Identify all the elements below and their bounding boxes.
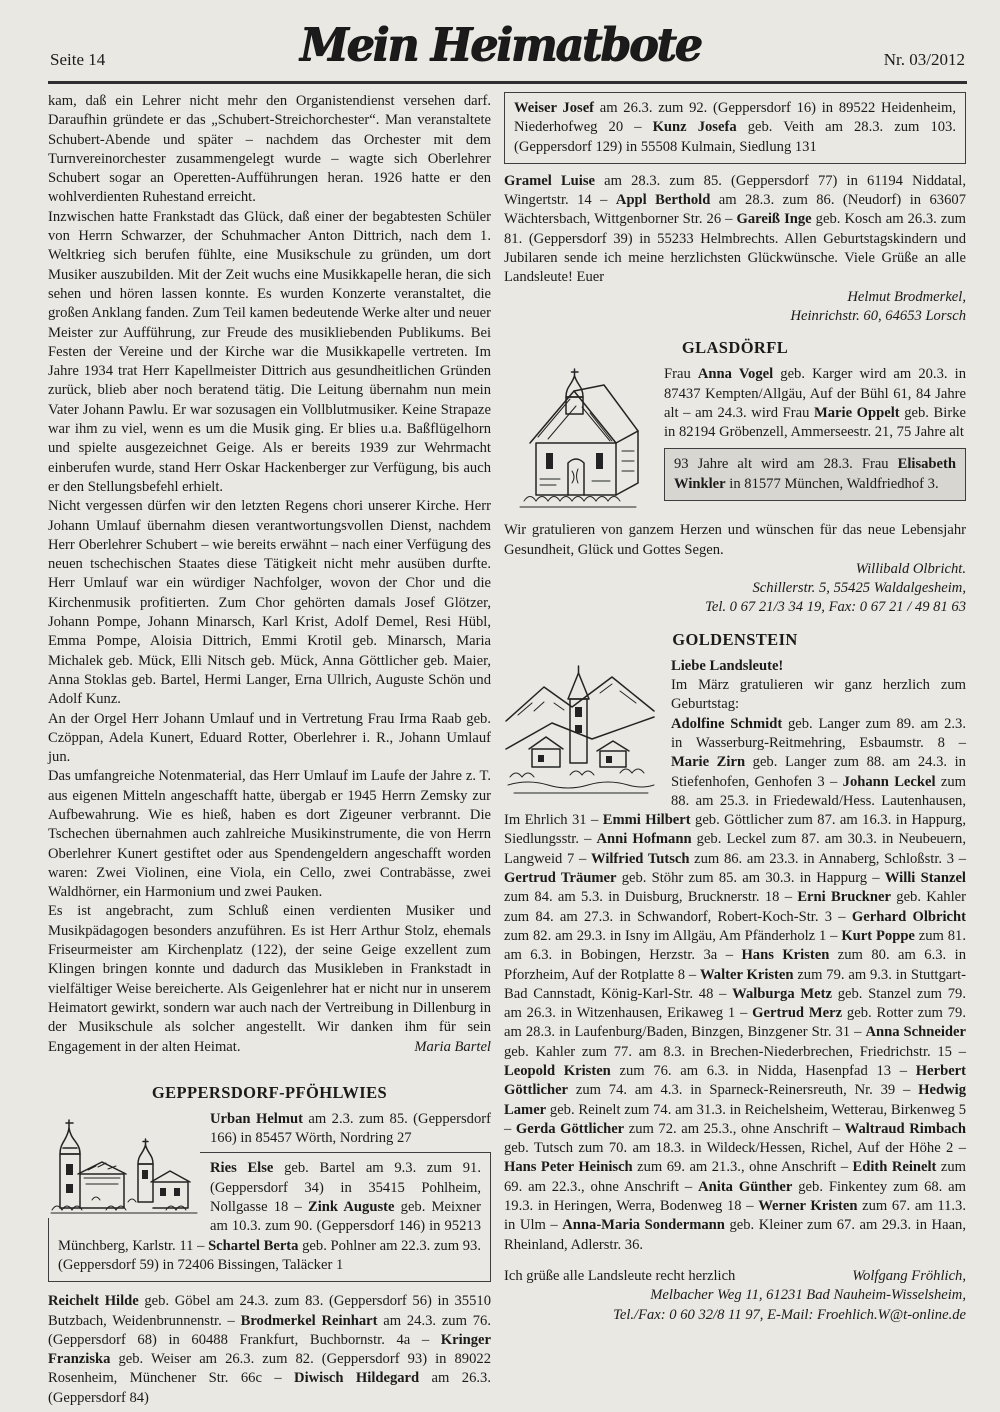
header-divider <box>48 81 967 84</box>
page-number: Seite 14 <box>50 50 106 69</box>
section-heading: GLASDÖRFL <box>681 338 789 358</box>
birthday-entries: Gramel Luise am 28.3. zum 85. (Geppersdorf 77) in 61194 Niddatal, Wingertstr. 14 – Appl Berthold am 28.3. zum 86. (Neudorf) in 63607 Wächtersbach, Wittgenborner Str. 26 – Gareiß Inge geb. Kosch am 26.3. zum 81. (Geppersdorf 39) in 55233 Helmbrechts. Allen Geburtstagskindern und Jubilaren sende ich meine herzlichsten Glückwünsche. Viele Grüße an alle Landsleute! Euer <box>504 172 967 286</box>
article-final-paragraph <box>48 902 491 1056</box>
author-signature: Maria Bartel <box>414 1038 491 1055</box>
signature-name: Wolfgang Fröhlich, <box>852 1267 966 1284</box>
article-paragraph: Das umfangreiche Notenmaterial, das Herr Umlauf im Laufe der Jahre z. T. aus eigenen Mitteln angeschafft hatte, übergab er 1945 Herrn Zemsky zur Aufbewahrung. Wie es hieß, haben es dort Zigeuner verbrannt. Die Tschechen übernahmen auch zahlreiche Musikinstrumente, die von Herrn Oberlehrer Kunert gestiftet oder aus Spendengeldern angeschafft worden waren: Zwei Violinen, eine Viola, ein Cello, zwei Contrabässe, zwei Waldhörner, ein Harmonium und zwei Pauken. <box>48 768 491 901</box>
birthday-entry: Frau Anna Vogel geb. Karger wird am 20.3. in 87437 Kempten/Allgäu, Auf der Bühl 61, 84 Jahre alt – am 24.3. wird Frau Marie Oppelt geb. Birke in 82194 Gröbenzell, Ammerseestr. 21, 75 Jahre alt <box>664 366 967 441</box>
masthead-title: Mein Heimatbote <box>299 18 701 73</box>
signature-block <box>504 560 966 618</box>
article-paragraph: kam, daß ein Lehrer nicht mehr den Organistendienst versehen darf. Daraufhin gründete er das „Schubert-Streichorchester“. Man veranstaltete Schubert-Abende und später – nachdem das Orchester mit dem Turnvereinorchester zusammengelegt wurde – wagte sich Oberlehrer Schubert sogar an Operetten-Aufführungen heran. 1926 hatte er den wohlverdienten Ruhestand erreicht. <box>48 93 491 206</box>
salutation: Liebe Landsleute! <box>671 657 784 674</box>
signature-phone: Tel. 0 67 21/3 34 19, Fax: 0 67 21 / 49 81 63 <box>705 599 966 616</box>
signature-address: Schillerstr. 5, 55425 Waldalgesheim, <box>752 580 966 597</box>
signature-name: Willibald Olbricht. <box>855 560 966 577</box>
birthday-entries: Adolfine Schmidt geb. Langer zum 89. am 2.3. in Wasserburg-Reitmehring, Esbaumstr. 8 – Marie Zirn geb. Langer zum 88. am 24.3. in Stiefenhofen, Genhofen 3 – Johann Leckel zum 88. am 25.3. in Friedewald/Hess. Lautenhausen, Im Ehrlich 31 – Emmi Hilbert geb. Göttlicher zum 87. am 16.3. in Happurg, Siedlungsstr. – Anni Hofmann geb. Leckel zum 87. am 30.3. in Neubeuern, Langweid 7 – Wilfried Tutsch zum 86. am 23.3. in Annaberg, Schloßstr. 3 – Gertrud Träumer geb. Stöhr zum 85. am 30.3. in Happurg – Willi Stanzel zum 84. am 5.3. in Duisburg, Brucknerstr. 18 – Erni Bruckner geb. Kahler zum 84. am 27.3. in Schwandorf, Robert-Koch-Str. 3 – Gerhard Olbricht zum 82. am 29.3. in Isny im Allgäu, Am Pfänderholz 1 – Kurt Poppe zum 81. am 6.3. in Bobingen, Herzstr. 3a – Hans Kristen zum 80. am 6.3. in Pforzheim, Auf der Rotplatte 8 – Walter Kristen zum 79. am 9.3. in Stuttgart-Bad Cannstadt, König-Karl-Str. 48 – Walburga Metz geb. Stanzel zum 79. am 26.3. in Witzenhausen, Erikaweg 1 – Gertrud Merz geb. Rotter zum 79. am 28.3. in Laufenburg/Baden, Binzgen, Binzgener Str. 31 – Anna Schneider geb. Kahler zum 77. am 8.3. in Brechen-Niederbrechen, Friedrichstr. 15 – Leopold Kristen zum 76. am 6.3. in Nidda, Hasenpfad 13 – Herbert Göttlicher zum 74. am 4.3. in Sparneck-Reinersreuth, Nr. 39 – Hedwig Lamer geb. Reinelt zum 74. am 31.3. in Reichelsheim, Wetterau, Birkenweg 5 – Gerda Göttlicher zum 72. am 25.3., ohne Anschrift – Waltraud Rimbach geb. Tutsch zum 70. am 18.3. in Wildeck/Hessen, Richel, Auf der Höhe 2 – Hans Peter Heinisch zum 69. am 21.3., ohne Anschrift – Edith Reinelt zum 69. am 22.3., ohne Anschrift – Anita Günther geb. Finkentey zum 68. am 19.3. in Heringen, Werra, Bodenweg 18 – Werner Kristen zum 67. am 11.3. in Ulm – Anna-Maria Sondermann geb. Kleiner zum 67. am 29.3. in Haan, Rheinland, Adlerstr. 36. <box>504 715 967 1253</box>
intro-text: Im März gratulieren wir ganz herzlich zum Geburtstag: <box>671 677 966 713</box>
highlight-box: 93 Jahre alt wird am 28.3. Frau Elisabeth Winkler in 81577 München, Waldfriedhof 3. <box>664 448 966 501</box>
signature-address: Melbacher Weg 11, 61231 Bad Nauheim-Wisselsheim, <box>650 1287 966 1304</box>
birthday-box: Ries Else geb. Bartel am 9.3. zum 91. (Geppersdorf 34) in 35415 Pohlheim, Nollgasse 18 – Zink Auguste geb. Meixner am 10.3. zum 90. (Geppersdorf 146) in 95213 Münchberg, Karlstr. 11 – Schartel Berta geb. Pohlner am 22.3. zum 93. (Geppersdorf 59) in 72406 Bissingen, Taläcker 1 <box>48 1152 491 1282</box>
right-column <box>504 92 966 1325</box>
signature-contact: Tel./Fax: 0 60 32/8 11 97, E-Mail: Froehlich.W@t-online.de <box>613 1306 966 1323</box>
section-heading: GOLDENSTEIN <box>672 629 798 649</box>
section-goldenstein <box>504 630 966 1255</box>
signature-block <box>504 288 966 327</box>
article-paragraph: An der Orgel Herr Johann Umlauf und in Vertretung Frau Irma Raab geb. Czöppan, Adela Kunert, Eduard Rotter, Oberlehrer i. R., Johann Umlauf jun. <box>48 710 491 766</box>
signature-block <box>504 1286 966 1325</box>
signature-name: Helmut Brodmerkel, <box>847 288 966 305</box>
glasdoerfl-chapel-drawing <box>504 367 650 513</box>
goldenstein-village-drawing <box>504 659 657 799</box>
birthday-box: Weiser Josef am 26.3. zum 92. (Geppersdorf 16) in 89522 Heidenheim, Niederhofweg 20 – Kunz Josefa geb. Veith am 28.3. zum 103. (Geppersdorf 129) in 55508 Kulmain, Siedlung 131 <box>504 92 966 164</box>
section-heading: GEPPERSDORF-PFÖHLWIES <box>151 1082 388 1102</box>
congratulation-text: Wir gratulieren von ganzem Herzen und wünschen für das neue Lebensjahr Gesundheit, Glück und Gottes Segen. <box>504 522 966 558</box>
birthday-entries: Reichelt Hilde geb. Göbel am 24.3. zum 83. (Geppersdorf 56) in 35510 Butzbach, Weidenbrunnenstr. – Brodmerkel Reinhart am 24.3. zum 76. (Geppersdorf 68) in 60488 Frankfurt, Buchbornstr. 4a – Kringer Franziska geb. Weiser am 26.3. zum 82. (Geppersdorf 93) in 89022 Rosenheim, Münchener Str. 66c – Diwisch Hildegard am 26.3. (Geppersdorf 84) <box>48 1293 491 1406</box>
section-glasdoerfl <box>504 338 966 515</box>
birthday-entry: Urban Helmut am 2.3. zum 85. (Geppersdorf 166) in 85457 Wörth, Nordring 27 <box>210 1110 491 1147</box>
section-geppersdorf <box>48 1083 491 1408</box>
left-column <box>48 92 491 1408</box>
closing-line <box>504 1267 966 1286</box>
article-text: Es ist angebracht, zum Schluß einen verdienten Musiker und Musikpädagogen besonders anzuführen. Es ist Herr Arthur Stolz, ehemals Friseurmeister am Kirchenplatz (122), der seine Geige exzellent zum Klingen bringen konnte und dadurch das Musikleben in Frankstadt in vielfältiger Weise bereicherte. Als Geigenlehrer hat er nicht nur in unserem Heimatort gewirkt, sondern war auch nach der Vertreibung in Dillenburg in der Musikschule als solcher angestellt. Wir danken ihm für sein Engagement in der alten Heimat. <box>48 903 491 1055</box>
signature-address: Heinrichstr. 60, 64653 Lorsch <box>790 307 966 324</box>
article-paragraph: Nicht vergessen dürfen wir den letzten Regens chori unserer Kirche. Herr Johann Umlauf übernahm diesen verantwortungsvollen Dienst, nachdem Herr Oberlehrer Schubert – wie bereits erwähnt – nach einer Verfügung des neuen tschechischen Staates diese Tätigkeit nicht mehr ausüben durfte. Herr Umlauf war ein würdiger Nachfolger, wovon der Chor und die Kirchenmusik profitierten. Zum Chor gehörten damals Josef Glötzer, Johann Pompe, Johann Minarsch, Karl Krist, Adolf Demel, Resi Hübl, Emma Pompe, Aloisia Dittrich, Emmi Krotil geb. Minarsch, Maria Michalek geb. Mück, Elli Nitsch geb. Mück, Anna Göttlicher geb. Maier, Anna Stoklas geb. Bartel, Hermi Langer, Erna Ullrich, Auguste Schön und Adolf Kunz. <box>48 498 491 708</box>
closing-text: Ich grüße alle Landsleute recht herzlich <box>504 1267 736 1284</box>
geppersdorf-village-drawing <box>48 1112 200 1218</box>
article-paragraph: Inzwischen hatte Frankstadt das Glück, daß einer der begabtesten Schüler von Herrn Schwarzer, der Schuhmacher Anton Dittrich, nach dem 1. Weltkrieg sich berufen fühlte, eine Musikschule zu gründen, um dort Musiker auszubilden. Mit der Zeit wuchs eine Musikkapelle heran, die sich sehen und hören lassen konnte. Es wurden Konzerte veranstaltet, die großen Anklang fanden. Zum Teil kamen bedeutende Werke alter und neuer Meister zur Aufführung, zur Freude des musikliebenden Publikums. Bei Festen der Vereine und der Kirche war die Musikkapelle vertreten. Im Jahre 1934 trat Herr Kapellmeister Dittrich aus gesundheitlichen Gründen zurück, blieb aber noch beratend tätig. Die Leitung übernahm nun mein Vater Johann Pawlu. Er war sozusagen ein Vollblutmusiker. Keine Strapaze war ihm zu viel, wenn es um die Musik ging. Er blies u.a. Baßflügelhorn und spielte ausgezeichnet Geige. Als er bereits 1939 zur Wehrmacht einberufen wurde, stand Herr Oskar Hackenberger zur Verfügung, bis auch er den Stellungsbefehl erhielt. <box>48 208 491 495</box>
issue-number: Nr. 03/2012 <box>883 50 965 69</box>
